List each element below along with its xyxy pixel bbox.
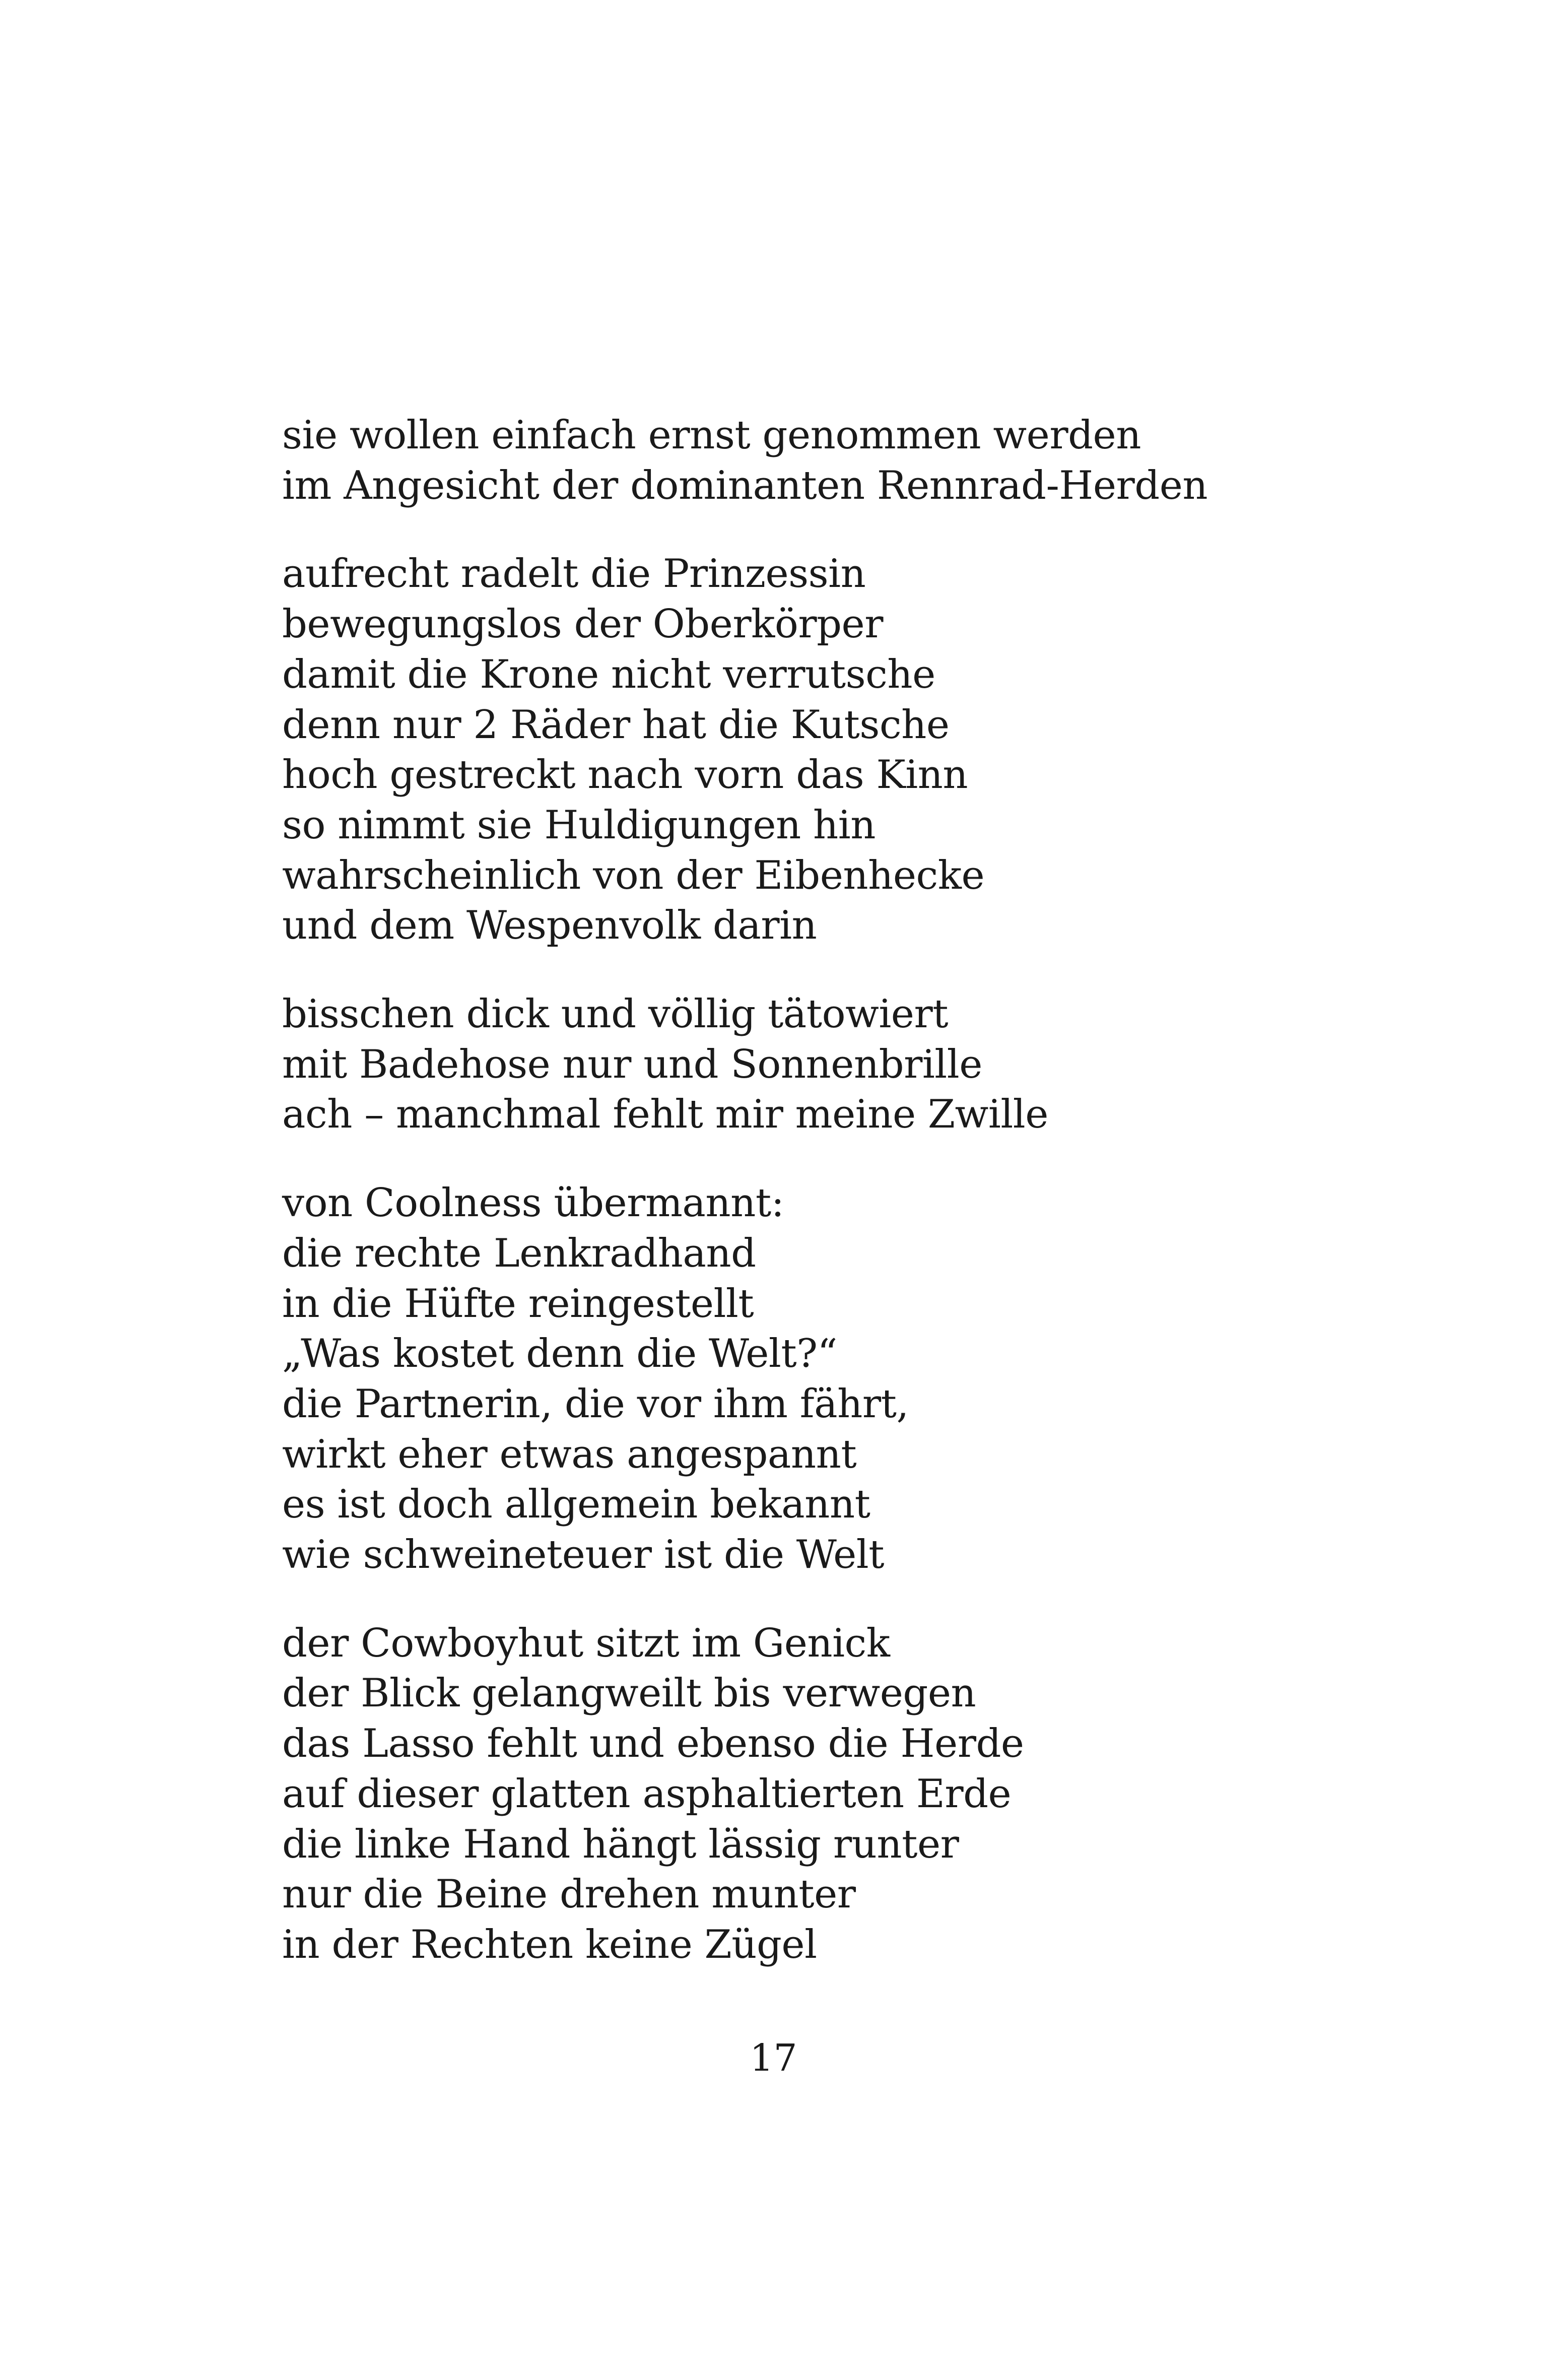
- page-number: 17: [750, 2036, 797, 2080]
- stanza: [282, 411, 1340, 511]
- poem-line: hoch gestreckt nach vorn das Kinn: [282, 752, 968, 798]
- poem-line: sie wollen einfach ernst genommen werden: [282, 413, 1141, 458]
- poem-line: das Lasso fehlt und ebenso die Herde: [282, 1721, 1024, 1767]
- poem-line: aufrecht radelt die Prinzessin: [282, 551, 866, 597]
- poem-line: in der Rechten keine Zügel: [282, 1922, 817, 1967]
- stanza: [282, 989, 1340, 1140]
- poem-line: die linke Hand hängt lässig runter: [282, 1821, 959, 1867]
- poem-line: die Partnerin, die vor ihm fährt,: [282, 1381, 909, 1427]
- poem-line: wahrscheinlich von der Eibenhecke: [282, 852, 985, 898]
- poem-line: wie schweineteuer ist die Welt: [282, 1532, 885, 1578]
- poem-line: mit Badehose nur und Sonnenbrille: [282, 1041, 982, 1087]
- poem-line: damit die Krone nicht verrutsche: [282, 651, 935, 697]
- poem-line: „Was kostet denn die Welt?“: [282, 1331, 837, 1377]
- poem-line: wirkt eher etwas angespannt: [282, 1431, 857, 1477]
- poem-line: im Angesicht der dominanten Rennrad-Herden: [282, 462, 1208, 508]
- poem-line: nur die Beine drehen munter: [282, 1872, 856, 1918]
- poem-line: denn nur 2 Räder hat die Kutsche: [282, 702, 950, 748]
- poem-line: von Coolness übermannt:: [282, 1180, 784, 1226]
- poem-line: in die Hüfte reingestellt: [282, 1281, 754, 1327]
- poem-line: ach – manchmal fehlt mir meine Zwille: [282, 1092, 1048, 1138]
- poem-line: der Blick gelangweilt bis verwegen: [282, 1671, 976, 1716]
- poem-line: auf dieser glatten asphaltierten Erde: [282, 1771, 1012, 1817]
- poem-line: der Cowboyhut sitzt im Genick: [282, 1620, 890, 1666]
- poem-line: es ist doch allgemein bekannt: [282, 1482, 870, 1528]
- poem-line: die rechte Lenkradhand: [282, 1230, 756, 1276]
- stanza: [282, 1178, 1340, 1580]
- stanza: [282, 549, 1340, 951]
- stanza: [282, 1619, 1340, 1970]
- poem-line: und dem Wespenvolk darin: [282, 903, 817, 949]
- poem-line: bisschen dick und völlig tätowiert: [282, 991, 949, 1037]
- poem-line: bewegungslos der Oberkörper: [282, 602, 883, 647]
- poem-line: so nimmt sie Huldigungen hin: [282, 802, 876, 848]
- poem-body: [282, 411, 1340, 2009]
